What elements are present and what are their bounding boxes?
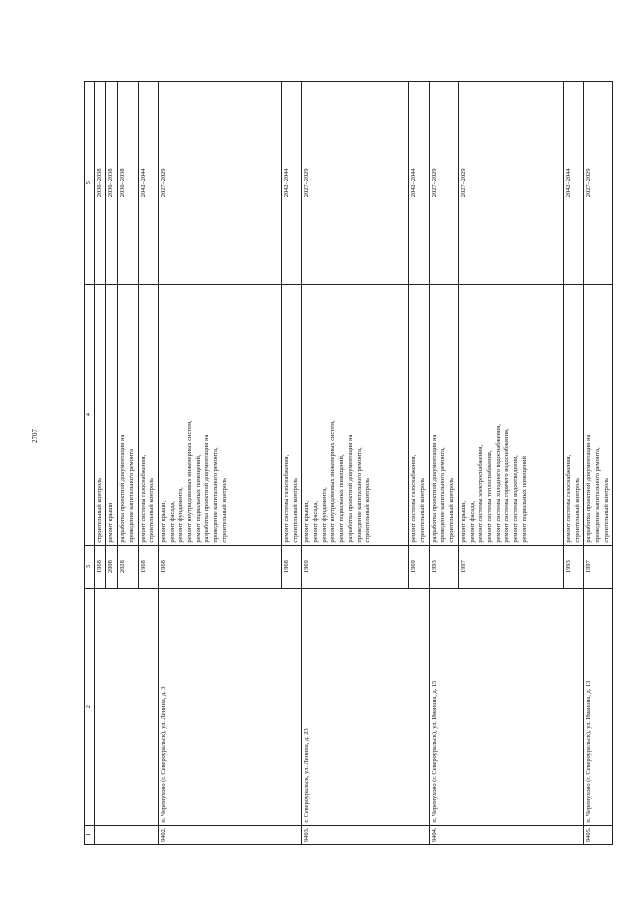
address-cell: п. Черемухово (г. Североуральск), ул. Иванова, д. 13 bbox=[584, 588, 613, 825]
table-row bbox=[584, 82, 613, 845]
period-cell: 2042–2044 bbox=[409, 82, 429, 285]
year-cell: 1997 bbox=[458, 545, 563, 588]
works-cell bbox=[409, 284, 429, 545]
work-item: строительный контроль bbox=[602, 477, 610, 543]
table-row bbox=[94, 82, 106, 845]
period-cell: 2027–2029 bbox=[302, 82, 409, 285]
year-cell: 1968 bbox=[281, 545, 301, 588]
row-number-cell: 9402. bbox=[158, 825, 301, 844]
period-cell: 2027–2029 bbox=[458, 82, 563, 285]
work-item: разработка проектной документации на bbox=[430, 434, 438, 543]
row-number-cell: 9404. bbox=[429, 825, 584, 844]
works-cell bbox=[584, 284, 613, 545]
year-cell: 1993 bbox=[429, 545, 458, 588]
period-cell: 2036–2038 bbox=[106, 82, 118, 285]
row-number-cell: 9403. bbox=[302, 825, 429, 844]
work-item: проведение капитального ремонта, bbox=[355, 447, 363, 543]
work-item: строительный контроль bbox=[419, 477, 427, 543]
address-cell: п. Черемухово (г. Североуральск), ул. Иванова, д. 15 bbox=[429, 588, 584, 825]
address-cell: п. Черемухово (г. Североуральск), ул. Ленина, д. 3 bbox=[158, 588, 301, 825]
period-cell: 2042–2044 bbox=[138, 82, 158, 285]
header-col-3: 3 bbox=[85, 545, 95, 588]
work-item: разработка проектной документации на bbox=[346, 434, 354, 543]
work-item: ремонт системы газоснабжения, bbox=[139, 454, 147, 543]
address-cell bbox=[94, 588, 158, 825]
work-item: строительный контроль bbox=[573, 477, 581, 543]
work-item: строительный контроль bbox=[364, 477, 372, 543]
year-cell: 1997 bbox=[584, 545, 613, 588]
work-item: ремонт фундамента, bbox=[177, 487, 185, 543]
work-item: ремонт подвальных помещений, bbox=[194, 454, 202, 543]
works-cell bbox=[563, 284, 583, 545]
table-row bbox=[302, 82, 409, 845]
year-cell: 1968 bbox=[138, 545, 158, 588]
work-item: ремонт системы водоотведения, bbox=[512, 455, 520, 543]
work-item: проведение капитального ремонта, bbox=[212, 447, 220, 543]
year-cell: 1993 bbox=[563, 545, 583, 588]
table-body bbox=[94, 82, 613, 845]
year-cell: 2028 bbox=[118, 545, 138, 588]
period-cell: 2042–2044 bbox=[563, 82, 583, 285]
work-item: разработка проектной документации на bbox=[119, 434, 127, 543]
year-cell: 1969 bbox=[409, 545, 429, 588]
row-number-cell bbox=[94, 825, 158, 844]
header-col-5: 5 bbox=[85, 82, 95, 285]
work-item: ремонт крыши, bbox=[459, 500, 467, 543]
year-cell: 2008 bbox=[106, 545, 118, 588]
header-col-1: 1 bbox=[85, 825, 95, 844]
period-cell: 2027–2029 bbox=[429, 82, 458, 285]
work-item: ремонт системы газоснабжения, bbox=[282, 454, 290, 543]
year-cell: 1968 bbox=[158, 545, 281, 588]
work-item: строительный контроль bbox=[148, 477, 156, 543]
period-cell: 2036–2038 bbox=[118, 82, 138, 285]
work-item: проведение капитального ремонта, bbox=[593, 447, 601, 543]
row-number-cell: 9405. bbox=[584, 825, 613, 844]
work-item: проведение капитального ремонта bbox=[127, 448, 135, 543]
work-item: ремонт крыши bbox=[107, 502, 115, 543]
works-cell bbox=[281, 284, 301, 545]
works-cell bbox=[118, 284, 138, 545]
period-cell: 2027–2029 bbox=[584, 82, 613, 285]
work-item: ремонт системы газоснабжения, bbox=[564, 454, 572, 543]
work-item: ремонт фундамента, bbox=[320, 487, 328, 543]
table-row bbox=[429, 82, 458, 845]
works-cell bbox=[106, 284, 118, 545]
work-item: ремонт системы горячего водоснабжения, bbox=[503, 428, 511, 543]
work-item: ремонт системы электроснабжения, bbox=[477, 445, 485, 543]
work-item: ремонт подвальных помещений, bbox=[338, 454, 346, 543]
work-item: ремонт крыши, bbox=[303, 500, 311, 543]
work-item: ремонт подвальных помещений bbox=[520, 456, 528, 543]
works-cell bbox=[302, 284, 409, 545]
period-cell: 2036–2038 bbox=[94, 82, 106, 285]
works-cell bbox=[429, 284, 458, 545]
period-cell: 2027–2029 bbox=[158, 82, 281, 285]
works-cell bbox=[94, 284, 106, 545]
work-item: ремонт фасада, bbox=[168, 501, 176, 543]
work-item: разработка проектной документации на bbox=[585, 434, 593, 543]
table-row bbox=[158, 82, 281, 845]
table-header-row bbox=[85, 82, 95, 845]
work-item: ремонт внутридомовых инженерных систем, bbox=[186, 420, 194, 543]
work-item: ремонт крыши, bbox=[159, 500, 167, 543]
period-cell: 2042–2044 bbox=[281, 82, 301, 285]
work-item: ремонт системы теплоснабжения, bbox=[485, 450, 493, 543]
work-item: строительный контроль bbox=[220, 477, 228, 543]
work-item: разработка проектной документации на bbox=[203, 434, 211, 543]
year-cell: 1968 bbox=[94, 545, 106, 588]
work-item: ремонт системы газоснабжения, bbox=[410, 454, 418, 543]
work-item: строительный контроль bbox=[95, 477, 103, 543]
work-item: строительный контроль bbox=[291, 477, 299, 543]
year-cell: 1969 bbox=[302, 545, 409, 588]
address-cell: г. Североуральск, ул. Ленина, д. 23 bbox=[302, 588, 429, 825]
work-item: ремонт системы холодного водоснабжения, bbox=[494, 424, 502, 543]
work-item: ремонт фасада, bbox=[312, 501, 320, 543]
works-cell bbox=[138, 284, 158, 545]
repair-schedule-table bbox=[84, 81, 610, 845]
header-col-4: 4 bbox=[85, 284, 95, 545]
page-number: 2707 bbox=[31, 429, 39, 443]
work-item: строительный контроль bbox=[448, 477, 456, 543]
works-cell bbox=[158, 284, 281, 545]
header-col-2: 2 bbox=[85, 588, 95, 825]
work-item: ремонт внутридомовых инженерных систем, bbox=[329, 420, 337, 543]
works-cell bbox=[458, 284, 563, 545]
work-item: проведение капитального ремонта, bbox=[439, 447, 447, 543]
work-item: ремонт фасада, bbox=[468, 501, 476, 543]
